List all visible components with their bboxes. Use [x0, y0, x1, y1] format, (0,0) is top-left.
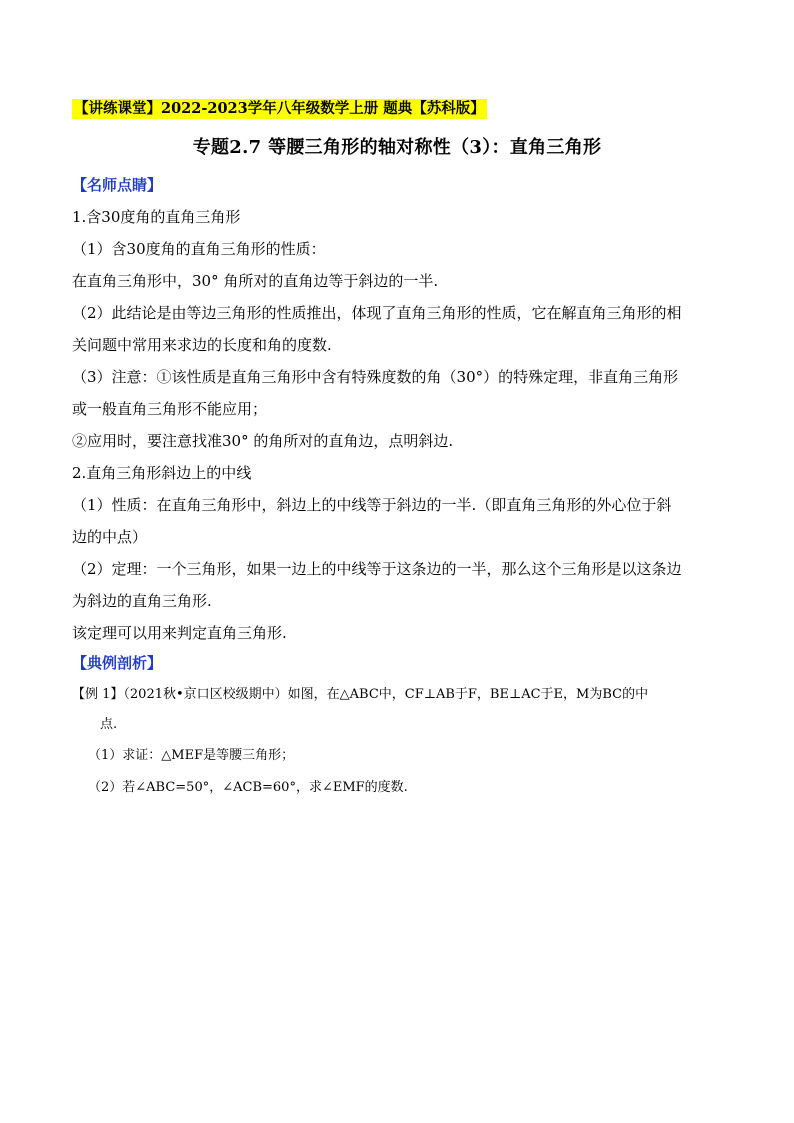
point-1-2-line1: （2）此结论是由等边三角形的性质推出，体现了直角三角形的性质，它在解直角三角形的相 [72, 304, 682, 322]
example-1-line1: 【例 1】（2021秋•京口区校级期中）如图，在△ABC中，CF⊥AB于F，BE⊥AC于E，M为BC的中 [72, 687, 649, 702]
section-heading-tips: 【名师点睛】 [72, 176, 163, 194]
point-2-1-line2: 边的中点） [72, 528, 148, 546]
point-2-note: 该定理可以用来判定直角三角形. [72, 624, 287, 642]
point-1-3-line1: （3）注意：①该性质是直角三角形中含有特殊度数的角（30°）的特殊定理，非直角三角形 [72, 368, 679, 386]
point-1-1: （1）含30度角的直角三角形的性质： [72, 240, 326, 258]
point-1-2-line2: 关问题中常用来求边的长度和角的度数. [72, 336, 332, 354]
point-1-heading: 1.含30度角的直角三角形 [72, 208, 241, 226]
document-header: 【讲练课堂】2022-2023学年八年级数学上册 题典【苏科版】 [74, 100, 485, 117]
point-1-1-text: 在直角三角形中，30° 角所对的直角边等于斜边的一半. [72, 272, 439, 290]
point-1-3-line3: ②应用时，要注意找准30° 的角所对的直角边，点明斜边. [72, 432, 454, 450]
example-1-line2: 点. [100, 717, 118, 732]
point-1-3-line2: 或一般直角三角形不能应用； [72, 400, 268, 418]
point-2-heading: 2.直角三角形斜边上的中线 [72, 464, 252, 482]
point-2-2-line2: 为斜边的直角三角形. [72, 592, 212, 610]
section-heading-examples: 【典例剖析】 [72, 654, 163, 672]
example-1-question-2: （2）若∠ABC=50°，∠ACB=60°，求∠EMF的度数. [88, 780, 408, 795]
page-title: 专题2.7 等腰三角形的轴对称性（3）：直角三角形 [192, 137, 602, 158]
point-2-1-line1: （1）性质：在直角三角形中，斜边上的中线等于斜边的一半.（即直角三角形的外心位于斜 [72, 496, 672, 514]
example-1-question-1: （1）求证：△MEF是等腰三角形； [88, 748, 295, 763]
point-2-2-line1: （2）定理：一个三角形，如果一边上的中线等于这条边的一半，那么这个三角形是以这条边 [72, 560, 682, 578]
